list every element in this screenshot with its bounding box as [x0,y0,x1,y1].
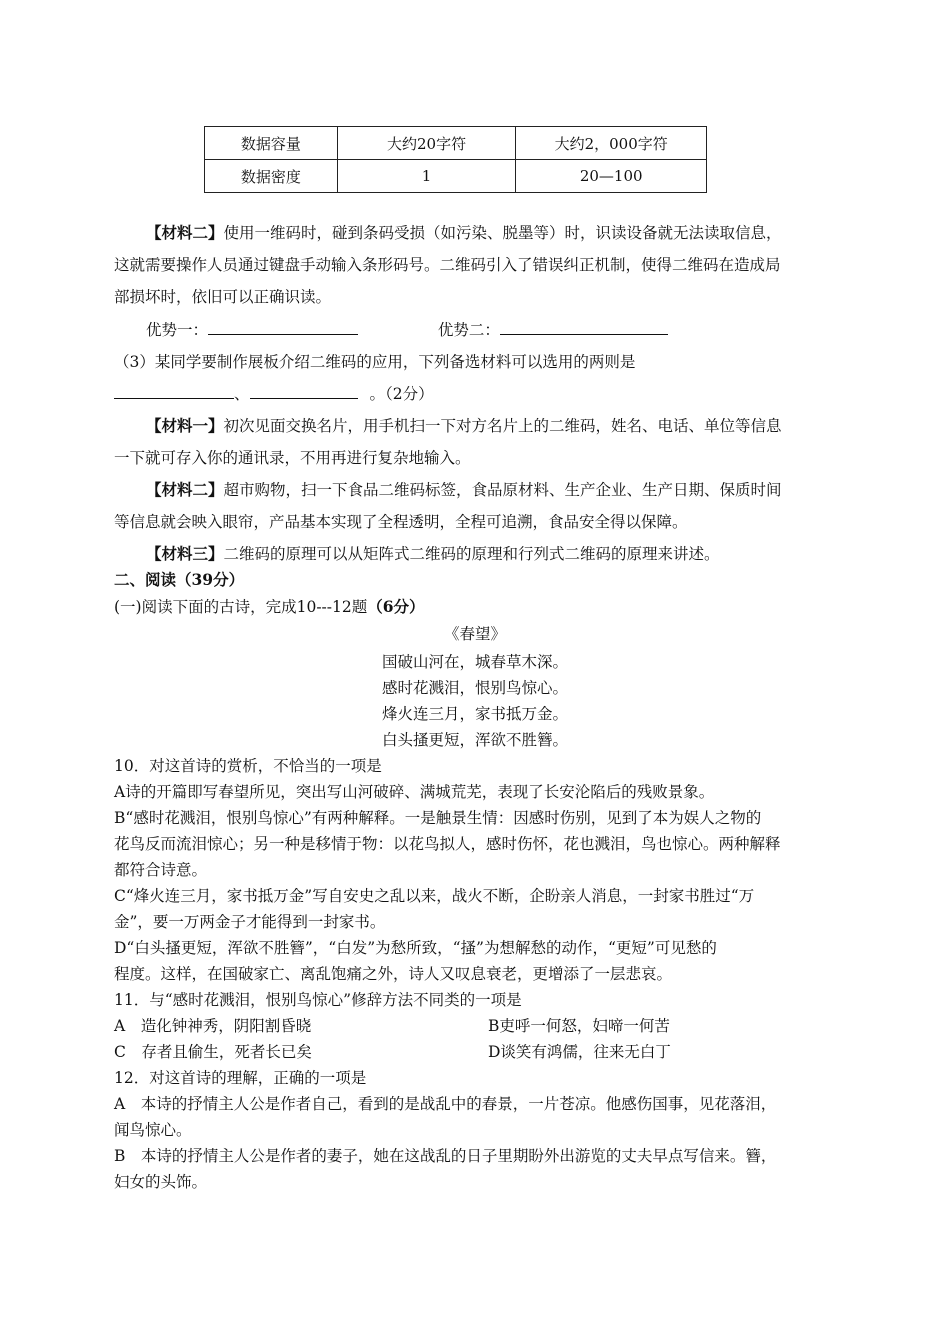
advantage2-label: 优势二： [437,321,500,339]
table-cell: 数据容量 [205,127,338,160]
table-cell: 1 [337,160,516,193]
advantage2-blank[interactable] [500,316,668,335]
q10-option-c: C“烽火连三月，家书抵万金”写自安史之乱以来，战火不断，企盼亲人消息，一封家书胜过“万 [114,887,755,905]
advantage-row [146,316,668,344]
table-cell: 数据密度 [205,160,338,193]
material-tag: 【材料二】 [146,223,224,242]
advantage1-label: 优势一： [146,321,209,339]
q3-blank-1[interactable] [114,380,234,399]
table-cell: 大约2，000字符 [516,127,707,160]
q12-stem: 12．对这首诗的理解，正确的一项是 [114,1069,367,1087]
q10-option-b: B“感时花溅泪，恨别鸟惊心”有两种解释。一是触景生情：因感时伤别，见到了本为娱人之物的 [114,809,762,827]
comparison-table [204,126,707,193]
q10-option-a: A诗的开篇即写春望所见，突出写山河破碎、满城荒芜，表现了长安沦陷后的残败景象。 [114,783,715,801]
material-tag: 【材料三】 [146,544,224,563]
table-row [205,160,707,193]
q10-stem: 10．对这首诗的赏析，不恰当的一项是 [114,757,382,775]
material2-line2: 这就需要操作人员通过键盘手动输入条形码号。二维码引入了错误纠正机制，使得二维码在造成局 [114,256,781,274]
poem-line: 感时花溅泪，恨别鸟惊心。 [381,679,568,697]
q3-answer-row: 、 。（2分） [114,380,434,408]
m2-line2: 等信息就会映入眼帘，产品基本实现了全程透明，全程可追溯，食品安全得以保障。 [114,513,688,531]
m3-line1: 【材料三】二维码的原理可以从矩阵式二维码的原理和行列式二维码的原理来讲述。 [146,544,720,563]
material2-line1: 【材料二】使用一维码时，碰到条码受损（如污染、脱墨等）时，识读设备就无法读取信息， [146,223,782,242]
poem-line: 烽火连三月，家书抵万金。 [381,705,568,723]
q11-stem: 11．与“感时花溅泪，恨别鸟惊心”修辞方法不同类的一项是 [114,991,522,1009]
subsection-heading: (一)阅读下面的古诗，完成10---12题（6分） [114,597,425,616]
advantage1-blank[interactable] [208,316,358,335]
m2-line1: 【材料二】超市购物，扫一下食品二维码标签，食品原材料、生产企业、生产日期、保质时间 [146,480,782,499]
material2-line3: 部损坏时，依旧可以正确识读。 [114,288,332,306]
q10-option-c-cont: 金”，要一万两金子才能得到一封家书。 [114,913,386,931]
material-tag: 【材料一】 [146,416,224,435]
table-cell: 大约20字符 [337,127,516,160]
q10-option-d-cont: 程度。这样，在国破家亡、离乱饱痛之外，诗人又叹息衰老，更增添了一层悲哀。 [114,965,673,983]
q3-blank-2[interactable] [250,380,358,399]
poem-line: 国破山河在，城春草木深。 [381,653,568,671]
q10-option-b-cont: 都符合诗意。 [114,861,208,879]
q11-option-a: A 造化钟神秀，阴阳割昏晓 [114,1017,312,1035]
table-row [205,127,707,160]
q12-option-a: A 本诗的抒情主人公是作者自己，看到的是战乱中的春景，一片苍凉。他感伤国事，见花落泪， [114,1095,777,1113]
q10-option-d: D“白头搔更短，浑欲不胜簪”，“白发”为愁所致，“搔”为想解愁的动作，“更短”可见愁的 [114,939,717,957]
section-heading: 二、阅读（39分） [114,570,245,589]
q12-option-b-cont: 妇女的头饰。 [114,1173,208,1191]
material-tag: 【材料二】 [146,480,224,499]
table-cell: 20—100 [516,160,707,193]
q11-option-b: B吏呼一何怒，妇啼一何苦 [488,1017,670,1035]
q12-option-b: B 本诗的抒情主人公是作者的妻子，她在这战乱的日子里期盼外出游览的丈夫早点写信来。簪， [114,1147,777,1165]
q12-option-a-cont: 闻鸟惊心。 [114,1121,192,1139]
q10-option-b-cont: 花鸟反而流泪惊心；另一种是移情于物：以花鸟拟人，感时伤怀，花也溅泪，鸟也惊心。两种解释 [114,835,781,853]
m1-line2: 一下就可存入你的通讯录，不用再进行复杂地输入。 [114,449,471,467]
poem-line: 白头搔更短，浑欲不胜簪。 [381,731,568,749]
q11-option-d: D谈笑有鸿儒，往来无白丁 [488,1043,671,1061]
m1-line1: 【材料一】初次见面交换名片，用手机扫一下对方名片上的二维码，姓名、电话、单位等信息 [146,416,782,435]
q3-stem: （3）某同学要制作展板介绍二维码的应用，下列备选材料可以选用的两则是 [114,353,636,371]
q11-option-c: C 存者且偷生，死者长已矣 [114,1043,312,1061]
poem-title: 《春望》 [443,625,506,643]
